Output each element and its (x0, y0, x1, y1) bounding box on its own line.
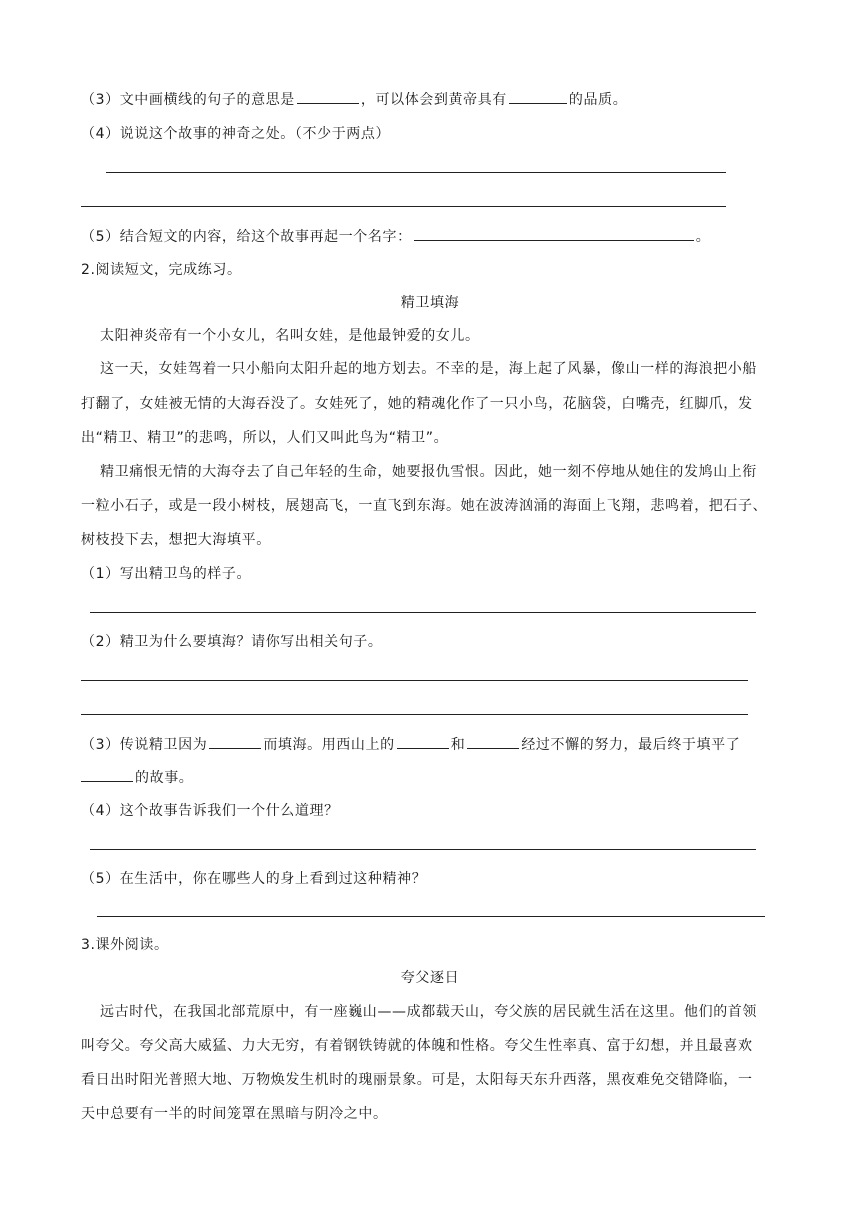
passage-line: 精卫痛恨无情的大海夺去了自己年轻的生命，她要报仇雪恨。因此，她一刻不停地从她住的发鸠山上衔 (100, 464, 757, 480)
question-2-2: （2）精卫为什么要填海？请你写出相关句子。 (81, 634, 383, 650)
question-2-3-cont (81, 767, 193, 788)
passage-line: 这一天，女娃驾着一只小船向太阳升起的地方划去。不幸的是，海上起了风暴，像山一样的海浪把小船 (100, 361, 757, 377)
answer-line[interactable] (106, 172, 726, 173)
section-heading: 3.课外阅读。 (81, 937, 169, 953)
question-2-1: （1）写出精卫鸟的样子。 (81, 566, 252, 582)
section-heading: 2.阅读短文，完成练习。 (81, 262, 242, 278)
answer-line[interactable] (97, 916, 765, 917)
passage-line: 树枝投下去，想把大海填平。 (81, 532, 271, 548)
question-text: （3）传说精卫因为 (81, 737, 208, 753)
question-1-5 (81, 226, 710, 247)
question-text: 经过不懈的努力，最后终于填平了 (521, 737, 741, 753)
question-text: 的品质。 (568, 92, 628, 108)
question-text: （5）结合短文的内容，给这个故事再起一个名字： (81, 229, 412, 245)
passage-title: 夸父逐日 (400, 970, 460, 986)
question-text: 和 (450, 737, 466, 753)
question-text: ，可以体会到黄帝具有 (360, 92, 507, 108)
answer-blank[interactable] (509, 89, 567, 104)
question-1-3 (81, 89, 627, 110)
answer-line[interactable] (81, 680, 748, 681)
answer-blank[interactable] (209, 734, 261, 749)
question-2-4: （4）这个故事告诉我们一个什么道理？ (81, 803, 339, 819)
passage-line: 天中总要有一半的时间笼罩在黑暗与阴冷之中。 (81, 1106, 388, 1122)
passage-line: 远古时代，在我国北部荒原中，有一座巍山——成都载天山，夸父族的居民就生活在这里。他们的首领 (100, 1004, 757, 1020)
passage-line: 看日出时阳光普照大地、万物焕发生机时的瑰丽景象。可是，太阳每天东升西落，黑夜难免交错降临，一 (81, 1072, 753, 1088)
question-text: （3）文中画横线的句子的意思是 (81, 92, 295, 108)
answer-blank[interactable] (297, 89, 359, 104)
answer-line[interactable] (81, 206, 726, 207)
answer-blank[interactable] (81, 767, 133, 782)
answer-blank[interactable] (397, 734, 449, 749)
answer-line[interactable] (90, 612, 756, 613)
passage-line: 太阳神炎帝有一个小女儿，名叫女娃，是他最钟爱的女儿。 (100, 328, 480, 344)
answer-line[interactable] (81, 714, 748, 715)
question-2-3 (81, 734, 740, 755)
question-text: 。 (695, 229, 711, 245)
passage-line: 出“精卫、精卫”的悲鸣，所以，人们又叫此鸟为“精卫”。 (81, 430, 449, 446)
passage-line: 叫夸父。夸父高大威猛、力大无穷，有着钢铁铸就的体魄和性格。夸父生性率真、富于幻想，并且最喜欢 (81, 1038, 753, 1054)
question-2-5: （5）在生活中，你在哪些人的身上看到过这种精神？ (81, 871, 427, 887)
passage-title: 精卫填海 (400, 295, 460, 311)
passage-line: 一粒小石子，或是一段小树枝，展翅高飞，一直飞到东海。她在波涛汹涌的海面上飞翔，悲鸣着，把石子、 (81, 498, 768, 514)
answer-blank[interactable] (467, 734, 519, 749)
answer-blank[interactable] (414, 226, 694, 241)
passage-line: 打翻了，女娃被无情的大海吞没了。女娃死了，她的精魂化作了一只小鸟，花脑袋，白嘴壳，红脚爪，发 (81, 396, 753, 412)
question-1-4: （4）说说这个故事的神奇之处。（不少于两点） (81, 126, 391, 142)
question-text: 而填海。用西山上的 (263, 737, 395, 753)
answer-line[interactable] (90, 849, 756, 850)
question-text: 的故事。 (135, 770, 194, 786)
